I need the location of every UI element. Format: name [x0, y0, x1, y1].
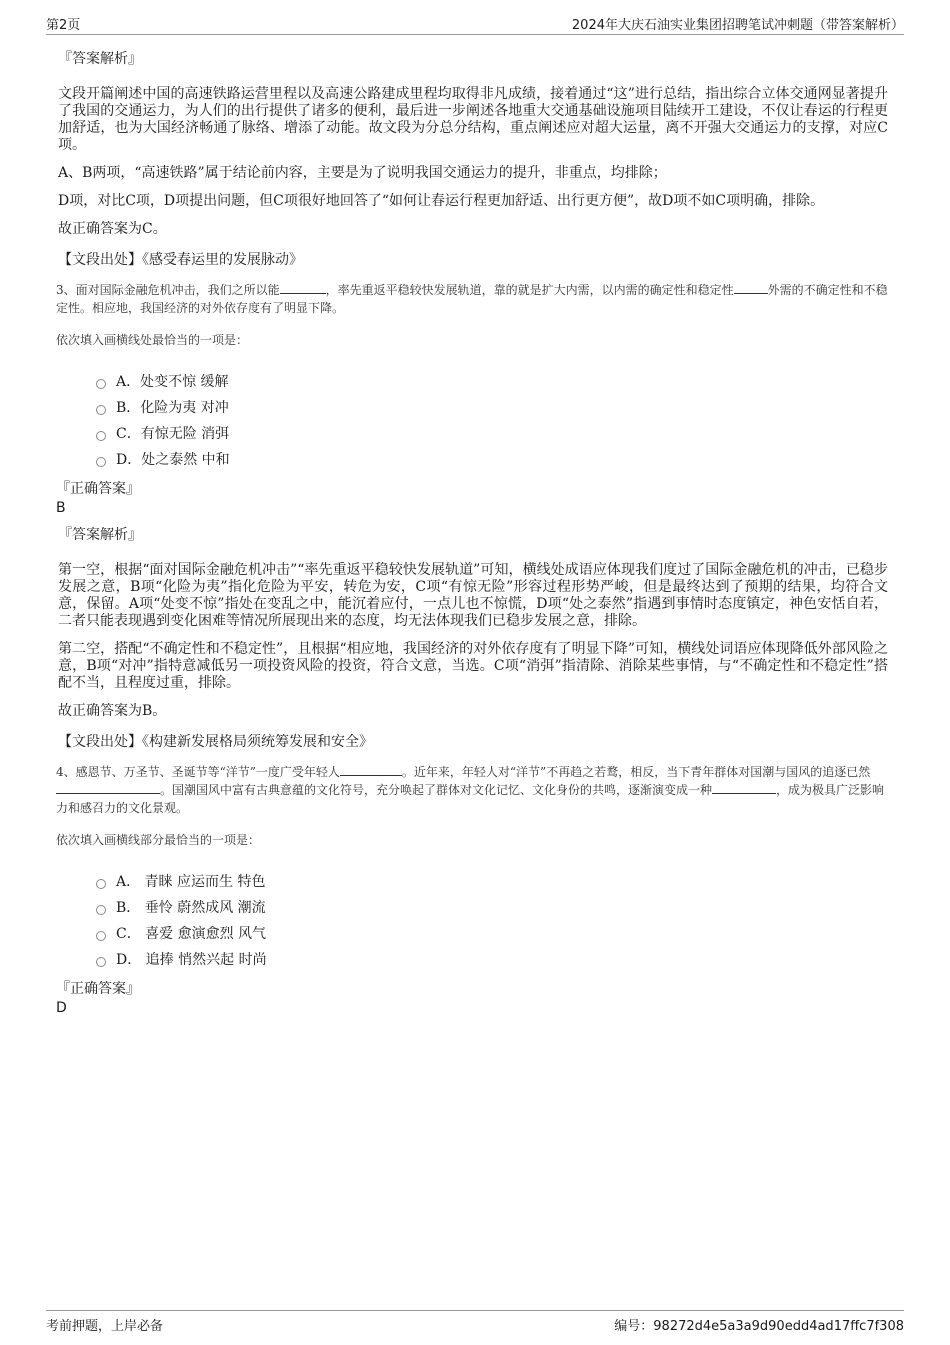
option-b[interactable]: B．化险为夷 对冲: [96, 394, 888, 420]
question-4-text: 4、感恩节、万圣节、圣诞节等“洋节”一度广受年轻人 。近年来，年轻人对“洋节”不再趋之若鹜，相反，当下青年群体对国潮与国风的追逐已然。国潮国风中富有古典意蕴的文化符号，充分唤起了群体对文化记忆、文化身份的共鸣，逐渐演变成一种 ，成为极具广泛影响力和感召力的文化景观。: [56, 765, 885, 815]
radio-icon[interactable]: [96, 957, 106, 967]
correct-answer-label: 『正确答案』: [56, 981, 140, 997]
analysis-paragraph: D项，对比C项，D项提出问题，但C项很好地回答了“如何让春运行程更加舒适、出行更方便”，故D项不如C项明确，排除。: [58, 193, 825, 209]
question-3-prompt: 依次填入画横线处最恰当的一项是：: [56, 333, 249, 347]
document-title: 2024年大庆石油实业集团招聘笔试冲刺题（带答案解析）: [571, 18, 904, 33]
document-id: 编号：98272d4e5a3a9d90edd4ad17ffc7f308: [614, 1319, 904, 1334]
source-citation: 【文段出处】《感受春运里的发展脉动》: [58, 252, 303, 268]
analysis-paragraph: 第一空，根据“面对国际金融危机冲击”“率先重返平稳较快发展轨道”可知，横线处成语应体现我们度过了国际金融危机的冲击，已稳步发展之意，B项“化险为夷”指化危险为平安，转危为安，C项“有惊无险”形容过程形势严峻，但是最终达到了预期的结果，均符合文意，保留。A项“处变不惊”指处在变乱之中，能沉着应付，一点儿也不惊慌，D项“处之泰然”指遇到事情时态度镇定，神色安恬自若，二者只能表现遇到变化困难等情况所展现出来的态度，均无法体现我们已稳步发展之意，排除。: [58, 562, 888, 629]
source-citation: 【文段出处】《构建新发展格局须统筹发展和安全》: [58, 734, 373, 750]
fill-blank: [340, 763, 402, 776]
question-3-text: 3、面对国际金融危机冲击，我们之所以能 ，率先重返平稳较快发展轨道，靠的就是扩大内需，以内需的确定性和稳定性 外需的不确定性和不稳定性。相应地，我国经济的对外依存度有了明显下降。: [56, 283, 888, 315]
correct-answer-label: 『正确答案』: [56, 481, 140, 497]
analysis-conclusion: 故正确答案为C。: [58, 221, 167, 237]
radio-icon[interactable]: [96, 431, 106, 441]
fill-blank: [734, 281, 768, 294]
option-d[interactable]: D．处之泰然 中和: [96, 446, 888, 472]
page-number: 第2页: [46, 18, 81, 33]
fill-blank: [280, 281, 326, 294]
radio-icon[interactable]: [96, 457, 106, 467]
radio-icon[interactable]: [96, 405, 106, 415]
option-c[interactable]: C．有惊无险 消弭: [96, 420, 888, 446]
question-4-options: [96, 868, 888, 972]
option-a[interactable]: A．处变不惊 缓解: [96, 368, 888, 394]
footer-slogan: 考前押题，上岸必备: [46, 1319, 164, 1334]
page-footer: [46, 1310, 904, 1335]
analysis-label: 『答案解析』: [58, 51, 142, 67]
option-c[interactable]: C． 喜爱 愈演愈烈 风气: [96, 920, 888, 946]
page-header: [46, 12, 904, 35]
radio-icon[interactable]: [96, 931, 106, 941]
analysis-label: 『答案解析』: [58, 527, 142, 543]
analysis-paragraph: 文段开篇阐述中国的高速铁路运营里程以及高速公路建成里程均取得非凡成绩，接着通过“这”进行总结，指出综合立体交通网显著提升了我国的交通运力，为人们的出行提供了诸多的便利，最后进一步阐述各地重大交通基础设施项目陆续开工建设，不仅让春运的行程更加舒适，也为大国经济畅通了脉络、增添了动能。故文段为分总分结构，重点阐述应对超大运量，离不开强大交通运力的支撑，对应C项。: [58, 86, 888, 153]
radio-icon[interactable]: [96, 905, 106, 915]
option-d[interactable]: D． 追捧 悄然兴起 时尚: [96, 946, 888, 972]
fill-blank: [712, 781, 776, 794]
question-4-prompt: 依次填入画横线部分最恰当的一项是：: [56, 833, 261, 847]
main-content: [56, 44, 888, 1024]
radio-icon[interactable]: [96, 879, 106, 889]
analysis-paragraph: A、B两项，“高速铁路”属于结论前内容，主要是为了说明我国交通运力的提升，非重点，均排除；: [58, 165, 667, 181]
correct-answer: D: [56, 1000, 67, 1016]
correct-answer: B: [56, 500, 66, 516]
radio-icon[interactable]: [96, 379, 106, 389]
question-3-options: [96, 368, 888, 472]
analysis-conclusion: 故正确答案为B。: [58, 703, 167, 719]
option-b[interactable]: B． 垂怜 蔚然成风 潮流: [96, 894, 888, 920]
option-a[interactable]: A． 青睐 应运而生 特色: [96, 868, 888, 894]
analysis-paragraph: 第二空，搭配“不确定性和不稳定性”，且根据“相应地，我国经济的对外依存度有了明显下降”可知，横线处词语应体现降低外部风险之意，B项“对冲”指特意减低另一项投资风险的投资，符合文意，当选。C项“消弭”指清除、消除某些事情，与“不确定性和不稳定性”搭配不当，且程度过重，排除。: [58, 641, 888, 691]
fill-blank: [56, 781, 160, 794]
